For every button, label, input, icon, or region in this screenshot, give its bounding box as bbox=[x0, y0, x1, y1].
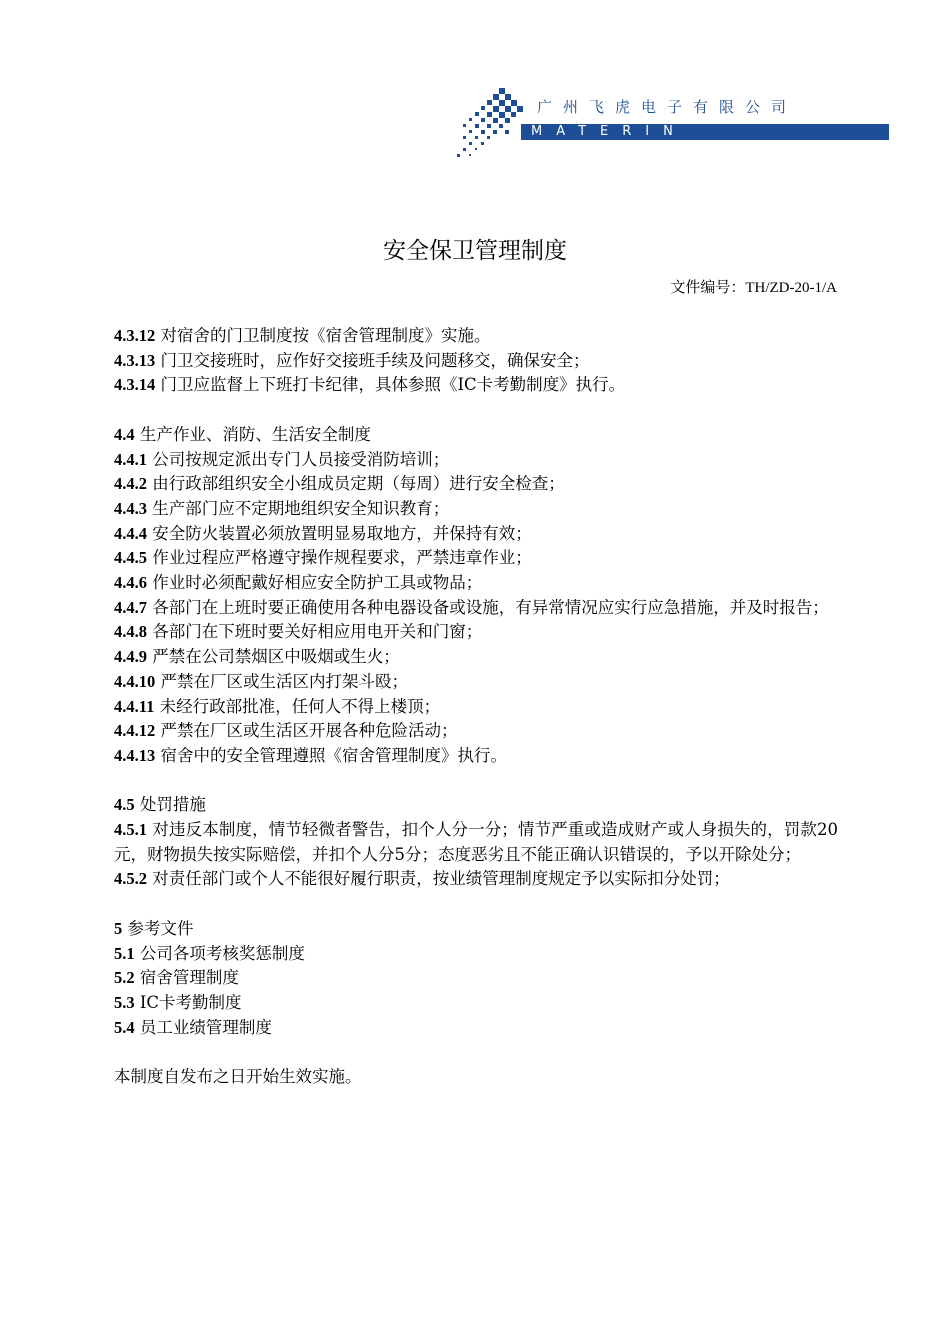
clause-line bbox=[114, 497, 838, 522]
clause-text: 生产部门应不定期地组织安全知识教育； bbox=[152, 498, 450, 518]
document-body bbox=[114, 324, 838, 1090]
clause-line bbox=[114, 818, 838, 867]
clause-text: 处罚措施 bbox=[139, 795, 206, 815]
clause-number: 4.4.5 bbox=[114, 548, 147, 568]
clause-line bbox=[114, 448, 838, 473]
clause-text: 严禁在厂区或生活区开展各种危险活动； bbox=[160, 721, 458, 741]
clause-text: 公司按规定派出专门人员接受消防培训； bbox=[152, 449, 450, 469]
clause-text: 对宿舍的门卫制度按《宿舍管理制度》实施。 bbox=[160, 326, 491, 345]
clause-text: 参考文件 bbox=[127, 918, 194, 938]
paragraph-gap bbox=[114, 769, 838, 794]
clause-text: 宿舍中的安全管理遵照《宿舍管理制度》执行。 bbox=[160, 745, 507, 765]
clause-line bbox=[114, 917, 838, 942]
clause-line bbox=[114, 522, 838, 547]
brand-name: MATERIN bbox=[531, 124, 687, 139]
clause-line bbox=[114, 324, 838, 349]
clause-number: 4.4.1 bbox=[114, 449, 147, 469]
clause-text: 由行政部组织安全小组成员定期（每周）进行安全检查； bbox=[152, 474, 565, 494]
clause-number: 5.4 bbox=[114, 1017, 135, 1037]
clause-number: 4.4.11 bbox=[114, 696, 155, 716]
clause-number: 4.4.6 bbox=[114, 573, 147, 593]
clause-number: 4.4.7 bbox=[114, 597, 147, 617]
clause-line bbox=[114, 349, 838, 374]
clause-text: 作业时必须配戴好相应安全防护工具或物品； bbox=[152, 573, 483, 593]
clause-line bbox=[114, 744, 838, 769]
clause-number: 4.4.2 bbox=[114, 474, 147, 494]
clause-line bbox=[114, 373, 838, 398]
clause-number: 4.4.10 bbox=[114, 671, 156, 691]
clause-number: 4.4.9 bbox=[114, 647, 147, 667]
clause-line bbox=[114, 867, 838, 892]
clause-line bbox=[114, 1065, 838, 1090]
clause-text: 作业过程应严格遵守操作规程要求，严禁违章作业； bbox=[152, 548, 532, 568]
document-number bbox=[670, 276, 837, 297]
clause-text: 门卫应监督上下班打卡纪律，具体参照《IC卡考勤制度》执行。 bbox=[160, 375, 626, 395]
paragraph-gap bbox=[114, 398, 838, 423]
clause-number: 5.2 bbox=[114, 968, 135, 988]
clause-text: 对责任部门或个人不能很好履行职责，按业绩管理制度规定予以实际扣分处罚； bbox=[152, 869, 730, 889]
clause-line bbox=[114, 991, 838, 1016]
clause-line bbox=[114, 966, 838, 991]
clause-number: 5 bbox=[114, 918, 123, 938]
clause-text: 公司各项考核奖惩制度 bbox=[139, 943, 305, 963]
clause-number: 4.4 bbox=[114, 424, 135, 444]
clause-line bbox=[114, 546, 838, 571]
brand-bar bbox=[521, 124, 889, 140]
clause-text: 门卫交接班时，应作好交接班手续及问题移交，确保安全； bbox=[160, 350, 590, 370]
clause-line bbox=[114, 695, 838, 720]
clause-number: 4.4.13 bbox=[114, 745, 156, 765]
clause-text: 各部门在下班时要关好相应用电开关和门窗； bbox=[152, 622, 483, 642]
clause-number: 4.3.13 bbox=[114, 350, 156, 370]
clause-number: 4.5.2 bbox=[114, 869, 147, 889]
clause-text: 严禁在公司禁烟区中吸烟或生火； bbox=[152, 647, 400, 667]
clause-line bbox=[114, 472, 838, 497]
clause-line bbox=[114, 645, 838, 670]
clause-line bbox=[114, 1016, 838, 1041]
clause-number: 4.4.4 bbox=[114, 523, 147, 543]
clause-text: 未经行政部批准，任何人不得上楼顶； bbox=[159, 696, 441, 716]
clause-number: 4.5 bbox=[114, 795, 135, 815]
clause-number: 5.1 bbox=[114, 943, 135, 963]
clause-text: 安全防火装置必须放置明显易取地方，并保持有效； bbox=[152, 523, 532, 543]
clause-number: 4.3.14 bbox=[114, 375, 156, 395]
clause-line bbox=[114, 571, 838, 596]
clause-line bbox=[114, 423, 838, 448]
company-name: 广州飞虎电子有限公司 bbox=[537, 98, 798, 116]
clause-text: 生产作业、消防、生活安全制度 bbox=[139, 424, 371, 444]
clause-text: 员工业绩管理制度 bbox=[139, 1017, 272, 1037]
clause-number: 4.4.12 bbox=[114, 721, 156, 741]
clause-line bbox=[114, 719, 838, 744]
clause-number: 4.3.12 bbox=[114, 326, 156, 345]
paragraph-gap bbox=[114, 1040, 838, 1065]
clause-line bbox=[114, 942, 838, 967]
clause-text: 宿舍管理制度 bbox=[139, 968, 239, 988]
document-title: 安全保卫管理制度 bbox=[383, 238, 567, 264]
document-number-label: 文件编号： bbox=[670, 278, 746, 296]
company-logo bbox=[455, 88, 895, 168]
clause-line bbox=[114, 620, 838, 645]
clause-line bbox=[114, 793, 838, 818]
clause-number: 5.3 bbox=[114, 992, 135, 1012]
clause-text: 各部门在上班时要正确使用各种电器设备或设施，有异常情况应实行应急措施，并及时报告； bbox=[152, 597, 829, 617]
clause-line bbox=[114, 596, 838, 621]
clause-number: 4.4.8 bbox=[114, 622, 147, 642]
document-number-value: TH/ZD-20-1/A bbox=[745, 280, 837, 296]
clause-line bbox=[114, 670, 838, 695]
clause-number: 4.4.3 bbox=[114, 498, 147, 518]
clause-text: IC卡考勤制度 bbox=[139, 992, 242, 1012]
clause-text: 严禁在厂区或生活区内打架斗殴； bbox=[160, 671, 408, 691]
clause-number: 4.5.1 bbox=[114, 820, 147, 840]
clause-text: 对违反本制度，情节轻微者警告，扣个人分一分；情节严重或造成财产或人身损失的，罚款20元，财物损失按实际赔偿，并扣个人分5分；态度恶劣且不能正确认识错误的，予以开除处分； bbox=[114, 820, 839, 864]
paragraph-gap bbox=[114, 892, 838, 917]
clause-text: 本制度自发布之日开始生效实施。 bbox=[114, 1067, 362, 1087]
